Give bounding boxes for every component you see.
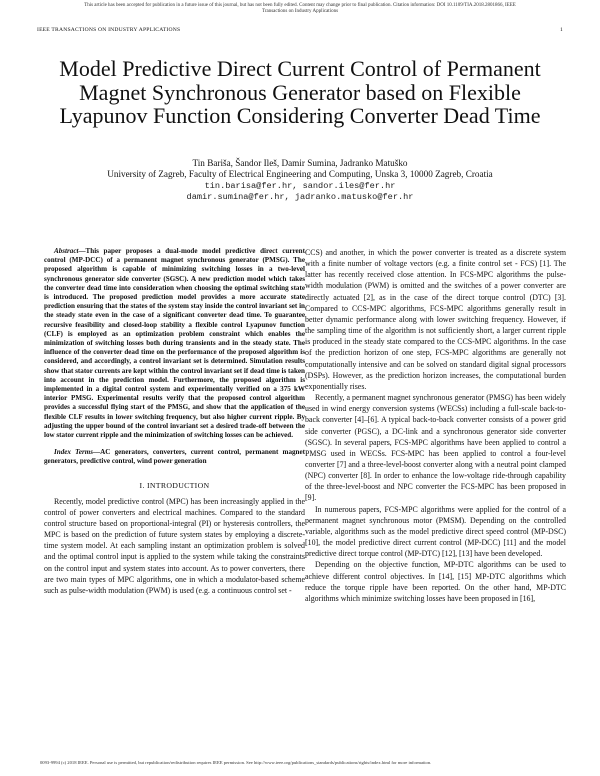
affiliation: University of Zagreb, Faculty of Electrical Engineering and Computing, Unska 3, 10000 Zagreb, Croatia	[107, 169, 493, 180]
right-paragraph-1: CCS) and another, in which the power converter is treated as a discrete system with a finite number of voltage vectors (e.g. a finite control set - FCS) [1]. The latter has recently received close attention. In FCS-MPC algorithms the pulse-width modulation (PWM) is omitted and the switches of a power converter are directly actuated [2], as in the case of the direct torque control (DTC) [3]. Compared to CCS-MPC algorithms, FCS-MPC algorithms generally result in better dynamic performance along with lower switching frequency. However, if the sampling time of the algorithm is not sufficiently short, a larger current ripple is produced in the steady state compared to the CCS-MPC algorithms. In the case of the prediction horizon of one step, FCS-MPC algorithms are generally not computationally intensive and can be solved on standard digital signal processors (DSPs). However, as the prediction horizon increases, the computational burden exponentially rises.	[305, 248, 566, 391]
author-names: Tin Bariša, Šandor Ileš, Damir Sumina, Jadranko Matuško	[192, 158, 408, 168]
right-column	[305, 247, 566, 604]
publication-notice-line2: Transactions on Industry Applications	[261, 9, 339, 15]
author-block	[30, 158, 570, 203]
right-paragraph-3: In numerous papers, FCS-MPC algorithms were applied for the control of a permanent magnet synchronous motor (PMSM). Depending on the controlled variable, algorithms such as the model predictive direct speed control (MP-DSC) [10], the model predictive direct current control (MP-DCC) [11] and the model predictive direct torque control (MP-DTC) [12], [13] have been developed.	[305, 504, 566, 559]
paper-title: Model Predictive Direct Current Control of Permanent Magnet Synchronous Generator based on Flexible Lyapunov Function Considering Converter Dead Time	[59, 56, 541, 128]
emails-line-2[interactable]: damir.sumina@fer.hr, jadranko.matusko@fer.hr	[186, 191, 414, 202]
abstract-lead: Abstract	[54, 247, 79, 255]
right-paragraph-2: Recently, a permanent magnet synchronous generator (PMSG) has been widely used in wind energy conversion systems (WECSs) including a full-scale back-to-back converter [4]–[6]. A typical back-to-back converter consists of a power grid side converter (PGSC), a DC-link and a synchronous generator side converter (SGSC). In several papers, FCS-MPC algorithms have been applied to control a PMSG used in WECSs. FCS-MPC has been applied to control a four-level converter [7] and a three-level-boost converter along with a neutral point clamped (NPC) converter [8]. In order to enhance the low-voltage ride-through capability of the three-level-boost and NPC converter the FCS-MPC has been proposed in [9].	[305, 393, 566, 503]
publication-notice-line1: This article has been accepted for publication in a future issue of this journal, but has not been fully edited. Content may change prior to final publication. Citation information: DOI 10.1109/TIA.2018.2801866, IEEE	[84, 3, 516, 8]
index-terms-text: —AC generators, converters, current control, permanent magnet generators, predictive control, wind power generation	[44, 448, 305, 466]
right-paragraph-4: Depending on the objective function, MP-DTC algorithms can be used to achieve different control objectives. In [14], [15] MP-DTC algorithms which reduce the torque ripple have been reported. On the other hand, MP-DTC algorithms which minimize switching losses have been proposed in [16],	[305, 560, 566, 603]
abstract	[44, 247, 305, 440]
abstract-text: —This paper proposes a dual-mode model predictive direct current control (MP-DCC) of a permanent magnet synchronous generator (PMSG). The proposed algorithm is capable of minimizing switching losses in a two-level synchronous generator side converter (SGSC). A new prediction model which takes the converter dead time into consideration when choosing the optimal switching state is introduced. The proposed prediction model provides a more accurate state prediction ensuring that the states of the system stay inside the control invariant set in the steady state even in the case of a significant converter dead time. To guarantee recursive feasibility and closed-loop stability a flexible control Lyapunov function (CLF) is employed as an optimization problem constraint which enables the minimization of switching losses both during transients and in the steady state. The influence of the converter dead time on the performance of the proposed algorithm is considered, and accordingly, a control invariant set is determined. Simulation results show that stator currents are kept within the control invariant set if dead time is taken into account in the prediction model. Furthermore, the proposed algorithm is implemented in a digital control system and experimentally verified on a 375 kW interior PMSG. Experimental results verify that the proposed control algorithm provides a successful flying start of the PMSG, and show that the application of the flexible CLF results in lower switching frequency, but also higher current ripple. By adjusting the upper bound of the control invariant set a desired trade-off between the low stator current ripple and the minimization of switching losses can be achieved.	[44, 247, 305, 440]
intro-paragraph-1: Recently, model predictive control (MPC) has been increasingly applied in the control of power converters and electrical machines. Compared to the standard control structure based on proportional-integral (PI) or hysteresis controllers, the MPC is based on the prediction of future system states by employing a discrete-time system model. At each sampling instant an optimization problem is solved and the optimal control input is applied to the system while taking the constraints on the control input and system states into account. As to power converters, there are two main types of MPC algorithms, one in which a modulator-based scheme such as pulse-width modulation (PWM) is used (e.g. a continuous control set -	[44, 496, 305, 595]
page-number: 1	[560, 27, 563, 33]
emails-line-1[interactable]: tin.barisa@fer.hr, sandor.iles@fer.hr	[204, 180, 396, 191]
index-terms	[44, 448, 305, 466]
section-heading-introduction: I. INTRODUCTION	[139, 480, 210, 490]
index-terms-lead: Index Terms	[54, 448, 94, 457]
running-header	[37, 27, 563, 33]
left-column	[44, 247, 305, 596]
journal-name: IEEE TRANSACTIONS ON INDUSTRY APPLICATIONS	[37, 27, 181, 33]
copyright-footer: 0093-9994 (c) 2018 IEEE. Personal use is permitted, but republication/redistribution requires IEEE permission. See http://www.ieee.org/publications_standards/publications/rights/index.html for more information.	[40, 760, 432, 765]
publication-notice	[0, 3, 600, 16]
